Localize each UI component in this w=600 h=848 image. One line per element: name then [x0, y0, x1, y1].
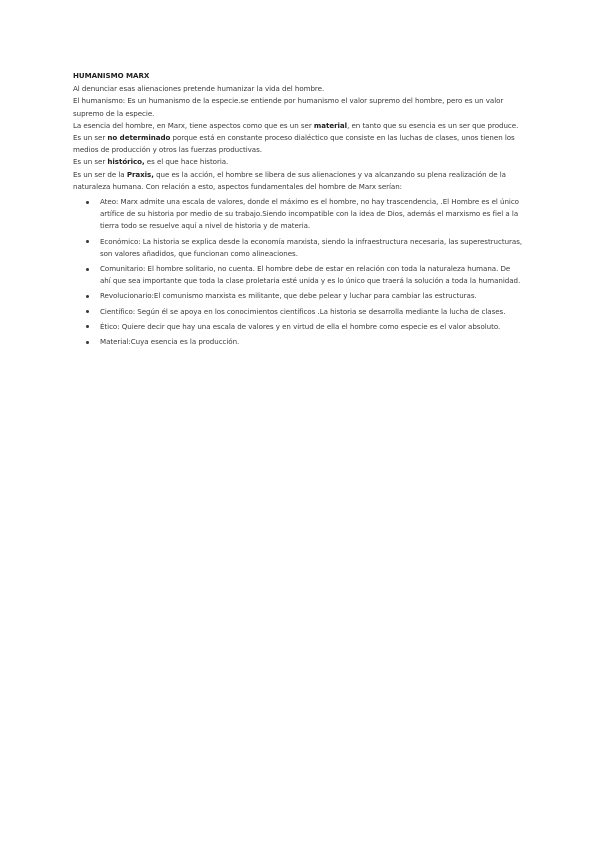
list-item-text: Material:Cuya esencia es la producción.: [100, 337, 240, 347]
list-item-text: Científico: Según él se apoya en los conocimientos científicos .La historia se desarrolla mediante la lucha de clases.: [100, 306, 506, 316]
list-item: [73, 196, 523, 233]
paragraph-text: porque está en constante proceso dialéctico que consiste en las luchas de clases, unos tienen los medios de producción y otros las fuerzas productivas.: [73, 133, 515, 155]
list-item: [73, 263, 523, 287]
paragraph-historico: [73, 156, 523, 168]
list-item-text: Ateo: Marx admite una escala de valores, donde el máximo es el hombre, no hay trascendencia, .El Hombre es el único artífice de su historia por medio de su trabajo.Siendo incompatible con la idea de Dios, además el marxismo es fiel a la tierra todo se resuelve aquí a nivel de historia y de materia.: [100, 197, 519, 231]
bullet-icon: [86, 325, 89, 328]
paragraph-esencia: [73, 120, 523, 132]
bold-term-praxis: Praxis,: [126, 169, 154, 179]
paragraph-text: Es un ser de la: [73, 169, 127, 179]
bullet-icon: [86, 240, 89, 243]
list-item: [73, 306, 523, 318]
document-body: [73, 70, 523, 348]
list-item: [73, 236, 523, 260]
bullet-icon: [86, 268, 89, 271]
list-item-text: Revolucionario:El comunismo marxista es militante, que debe pelear y luchar para cambiar las estructuras.: [100, 291, 477, 301]
list-item-text: Comunitario: El hombre solitario, no cuenta. El hombre debe de estar en relación con toda la naturaleza humana. De ahí que sea importante que toda la clase proletaria esté unida y es lo único que traerá la solución a toda la humanidad.: [100, 264, 521, 286]
paragraph-text: La esencia del hombre, en Marx, tiene aspectos como que es un ser: [73, 120, 314, 130]
bullet-icon: [86, 341, 89, 344]
paragraph-humanismo: El humanismo: Es un humanismo de la especie.se entiende por humanismo el valor supremo del hombre, pero es un valor supremo de la especie.: [73, 96, 504, 118]
paragraph-praxis: [73, 169, 523, 193]
paragraph-no-determinado: [73, 132, 523, 156]
bold-term-historico: histórico,: [107, 157, 145, 167]
document-title: HUMANISMO MARX: [73, 71, 150, 80]
list-item-text: Ético: Quiere decir que hay una escala de valores y en virtud de ella el hombre como especie es el valor absoluto.: [100, 321, 501, 331]
paragraph-text: es el que hace historia.: [144, 157, 229, 167]
bold-term-no-determinado: no determinado: [107, 133, 171, 143]
aspects-bullet-list: [73, 196, 523, 348]
bullet-icon: [86, 201, 89, 204]
paragraph-text: Es un ser: [73, 133, 108, 143]
bullet-icon: [86, 295, 89, 298]
paragraph-text: que es la acción, el hombre se libera de sus alienaciones y va alcanzando su plena realización de la naturaleza humana. Con relación a esto, aspectos fundamentales del hombre de Marx serían:: [73, 169, 506, 191]
paragraph-text: , en tanto que su esencia es un ser que produce.: [347, 120, 519, 130]
paragraph-alienaciones: Al denunciar esas alienaciones pretende humanizar la vida del hombre.: [73, 84, 325, 94]
list-item: [73, 290, 523, 302]
bold-term-material: material: [313, 120, 348, 130]
bullet-icon: [86, 310, 89, 313]
list-item: [73, 336, 523, 348]
paragraph-text: Es un ser: [73, 157, 108, 167]
list-item: [73, 321, 523, 333]
list-item-text: Económico: La historia se explica desde la economía marxista, siendo la infraestructura necesaria, las superestructuras, son valores añadidos, que funcionan como alineaciones.: [100, 236, 523, 258]
